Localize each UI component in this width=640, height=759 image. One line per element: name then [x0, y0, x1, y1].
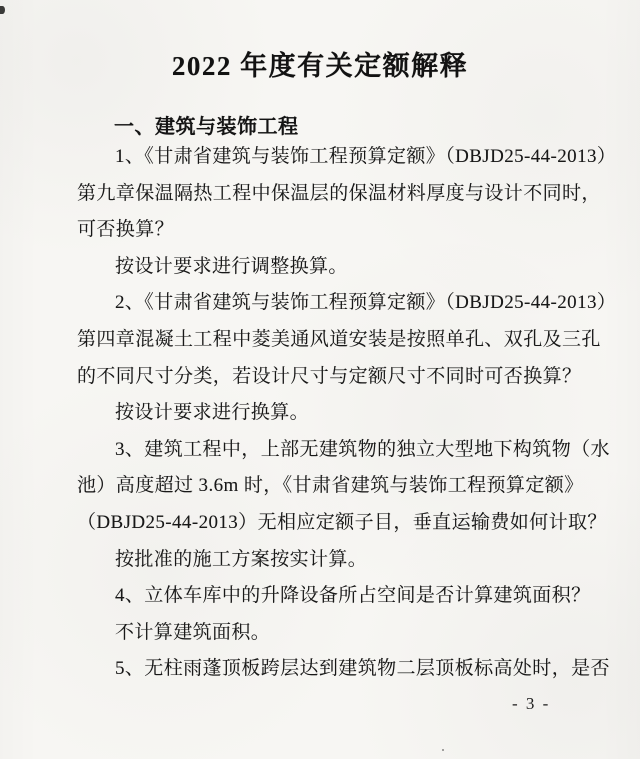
paragraph-line-a4: 不计算建筑面积。 — [115, 621, 271, 643]
paragraph-line-q3: 3、建筑工程中，上部无建筑物的独立大型地下构筑物（水 — [115, 438, 610, 460]
paragraph-line-q3-cont: 池）高度超过 3.6m 时，《甘肃省建筑与装饰工程预算定额》 — [77, 475, 584, 497]
document-title: 2022 年度有关定额解释 — [171, 51, 469, 82]
paragraph-line-q1: 1、《甘肃省建筑与装饰工程预算定额》（DBJD25-44-2013） — [115, 146, 617, 167]
paragraph-line-q3-cont: （DBJD25-44-2013）无相应定额子目，垂直运输费如何计取？ — [77, 511, 607, 533]
paragraph-line-a3: 按批准的施工方案按实计算。 — [115, 548, 368, 570]
section-heading: 一、建筑与装饰工程 — [114, 116, 299, 138]
paragraph-line-q2: 2、《甘肃省建筑与装饰工程预算定额》（DBJD25-44-2013） — [115, 292, 617, 314]
scan-artifact-speck — [0, 6, 5, 14]
paragraph-line-a2: 按设计要求进行换算。 — [115, 402, 310, 424]
paragraph-line-q1-cont: 第九章保温隔热工程中保温层的保温材料厚度与设计不同时， — [77, 182, 601, 204]
document-body — [77, 139, 617, 688]
scan-artifact-speck — [442, 749, 444, 751]
page-number: - 3 - — [512, 694, 551, 713]
paragraph-line-q2-cont: 第四章混凝土工程中菱美通风道安装是按照单孔、双孔及三孔 — [77, 328, 601, 350]
paragraph-line-q1-cont: 可否换算？ — [77, 219, 175, 241]
paragraph-line-a1: 按设计要求进行调整换算。 — [115, 255, 348, 277]
paragraph-line-q4: 4、立体车库中的升降设备所占空间是否计算建筑面积？ — [115, 585, 591, 607]
paragraph-line-q2-cont: 的不同尺寸分类，若设计尺寸与定额尺寸不同时可否换算？ — [77, 365, 582, 387]
paragraph-line-q5: 5、无柱雨蓬顶板跨层达到建筑物二层顶板标高处时，是否 — [115, 658, 610, 680]
